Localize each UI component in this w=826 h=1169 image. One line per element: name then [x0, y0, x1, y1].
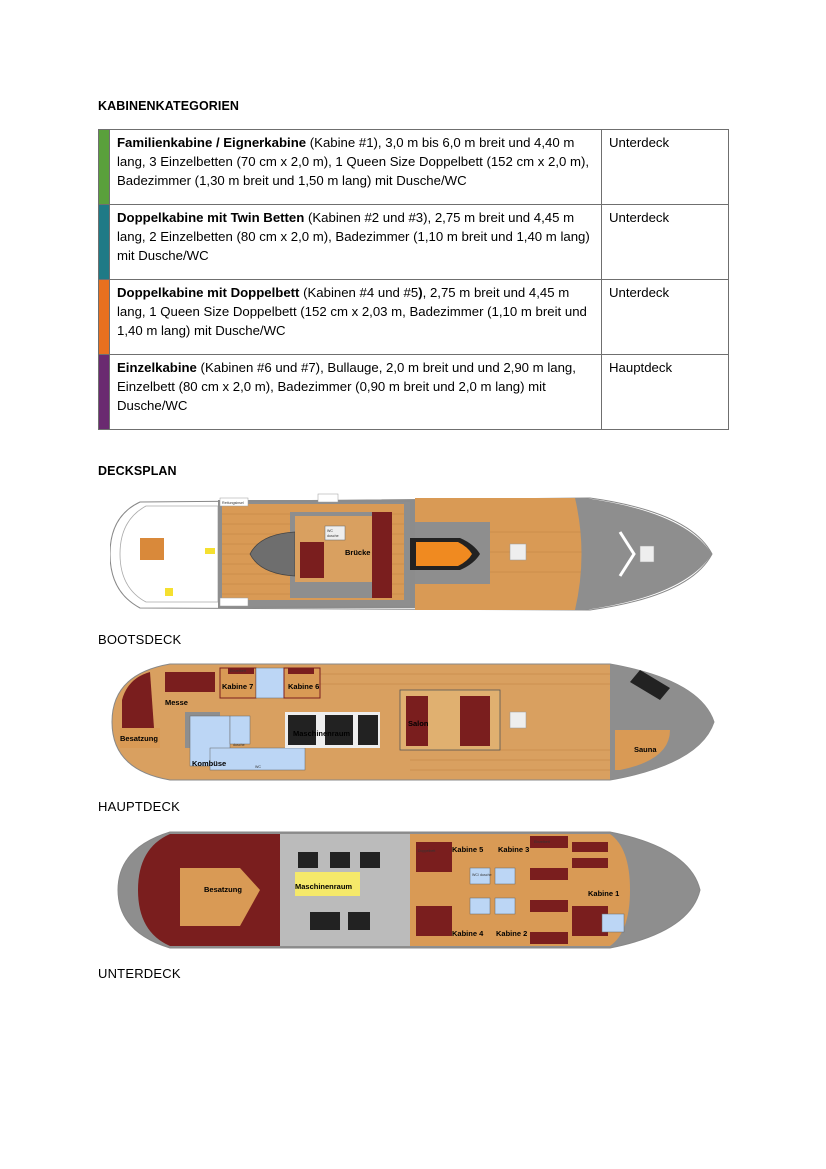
category-text: (Kabinen #4 und #5: [299, 285, 419, 300]
hauptdeck-plan: [110, 660, 716, 782]
section-heading-categories: KABINENKATEGORIEN: [98, 99, 240, 113]
category-title: Doppelkabine mit Twin Betten: [117, 210, 305, 225]
room-label-maschinenraum: Maschinenraum: [293, 729, 351, 738]
category-title: Doppelkabine mit Doppelbett: [117, 285, 300, 300]
room-label-messe: Messe: [165, 698, 188, 707]
room-label-bruecke: Brücke: [345, 548, 371, 557]
section-heading-deckplan: DECKSPLAN: [98, 464, 177, 478]
category-text: , 2,75 m breit und 4,45 m lang, 1 Queen Size Doppelbett (152 cm x 2,03 m, Badezimmer (1,10 m breit und 1,40 m lang) mit Dusche/WC: [117, 285, 587, 338]
deck-label-hauptdeck: HAUPTDECK: [98, 799, 180, 814]
room-label-kombuese: Kombüse: [192, 759, 227, 768]
bootsdeck-dusche-label: dusche: [327, 534, 339, 538]
room-label-maschinenraum-unter: Maschinenraum: [295, 882, 353, 891]
color-swatch-orange: [99, 280, 110, 355]
table-row: [99, 205, 729, 280]
category-deck: Hauptdeck: [602, 355, 729, 430]
category-text: (Kabinen #2 und #3), 2,75 m breit und 4,45 m lang, 2 Einzelbetten (80 cm x 2,0 m), Badezimmer (1,10 m breit und 1,40 m lang) mit Dusche/WC: [117, 210, 590, 263]
category-description: [110, 130, 602, 205]
doppelbett-label: Doppelbett: [418, 849, 436, 853]
category-description: [110, 355, 602, 430]
room-label-kabine1: Kabine 1: [588, 889, 620, 898]
table-row: [99, 130, 729, 205]
cabin-categories-table: [98, 129, 729, 430]
room-label-kabine2: Kabine 2: [496, 929, 528, 938]
room-label-kabine7: Kabine 7: [222, 682, 254, 691]
category-text: (Kabinen #6 und #7), Bullauge, 2,0 m breit und und 2,90 m lang, Einzelbett (80 cm x 2,0 m), Badezimmer (0,90 m breit und 2,0 m lang) mit Dusche/WC: [117, 360, 576, 413]
color-swatch-purple: [99, 355, 110, 430]
room-label-sauna: Sauna: [634, 745, 657, 754]
category-deck: Unterdeck: [602, 130, 729, 205]
room-label-besatzung: Besatzung: [120, 734, 158, 743]
einzelbett-label-unter: Einzelbett: [534, 840, 550, 844]
table-row: [99, 280, 729, 355]
table-row: [99, 355, 729, 430]
category-description: [110, 280, 602, 355]
category-title: Einzelkabine: [117, 360, 197, 375]
room-label-salon: Salon: [408, 719, 429, 728]
wc-label: WC: [255, 765, 261, 769]
category-deck: Unterdeck: [602, 205, 729, 280]
unterdeck-plan: [110, 828, 716, 952]
einzelbett-label: Einzelbett: [230, 669, 246, 673]
bootsdeck-wc-label: WC: [327, 529, 333, 533]
room-label-besatzung-unter: Besatzung: [204, 885, 242, 894]
dusche-label: dusche: [233, 743, 245, 747]
category-title: Familienkabine / Eignerkabine: [117, 135, 307, 150]
bootsdeck-plan: [110, 492, 716, 616]
rettungsinsel-label: Rettungsinsel: [222, 501, 244, 505]
color-swatch-green: [99, 130, 110, 205]
room-label-kabine4: Kabine 4: [452, 929, 484, 938]
deck-label-unterdeck: UNTERDECK: [98, 966, 181, 981]
deck-label-bootsdeck: BOOTSDECK: [98, 632, 182, 647]
category-text-bold: ): [418, 285, 423, 300]
room-label-kabine5: Kabine 5: [452, 845, 484, 854]
color-swatch-teal: [99, 205, 110, 280]
category-description: [110, 205, 602, 280]
category-deck: Unterdeck: [602, 280, 729, 355]
wcdusche-label: WC/ dusche: [472, 873, 492, 877]
room-label-kabine6: Kabine 6: [288, 682, 320, 691]
category-text: (Kabine #1), 3,0 m bis 6,0 m breit und 4,40 m lang, 3 Einzelbetten (70 cm x 2,0 m), 1 Queen Size Doppelbett (152 cm x 2,0 m), Badezimmer (1,30 m breit und 1,50 m lang) mit Dusche/WC: [117, 135, 590, 188]
room-label-kabine3: Kabine 3: [498, 845, 530, 854]
